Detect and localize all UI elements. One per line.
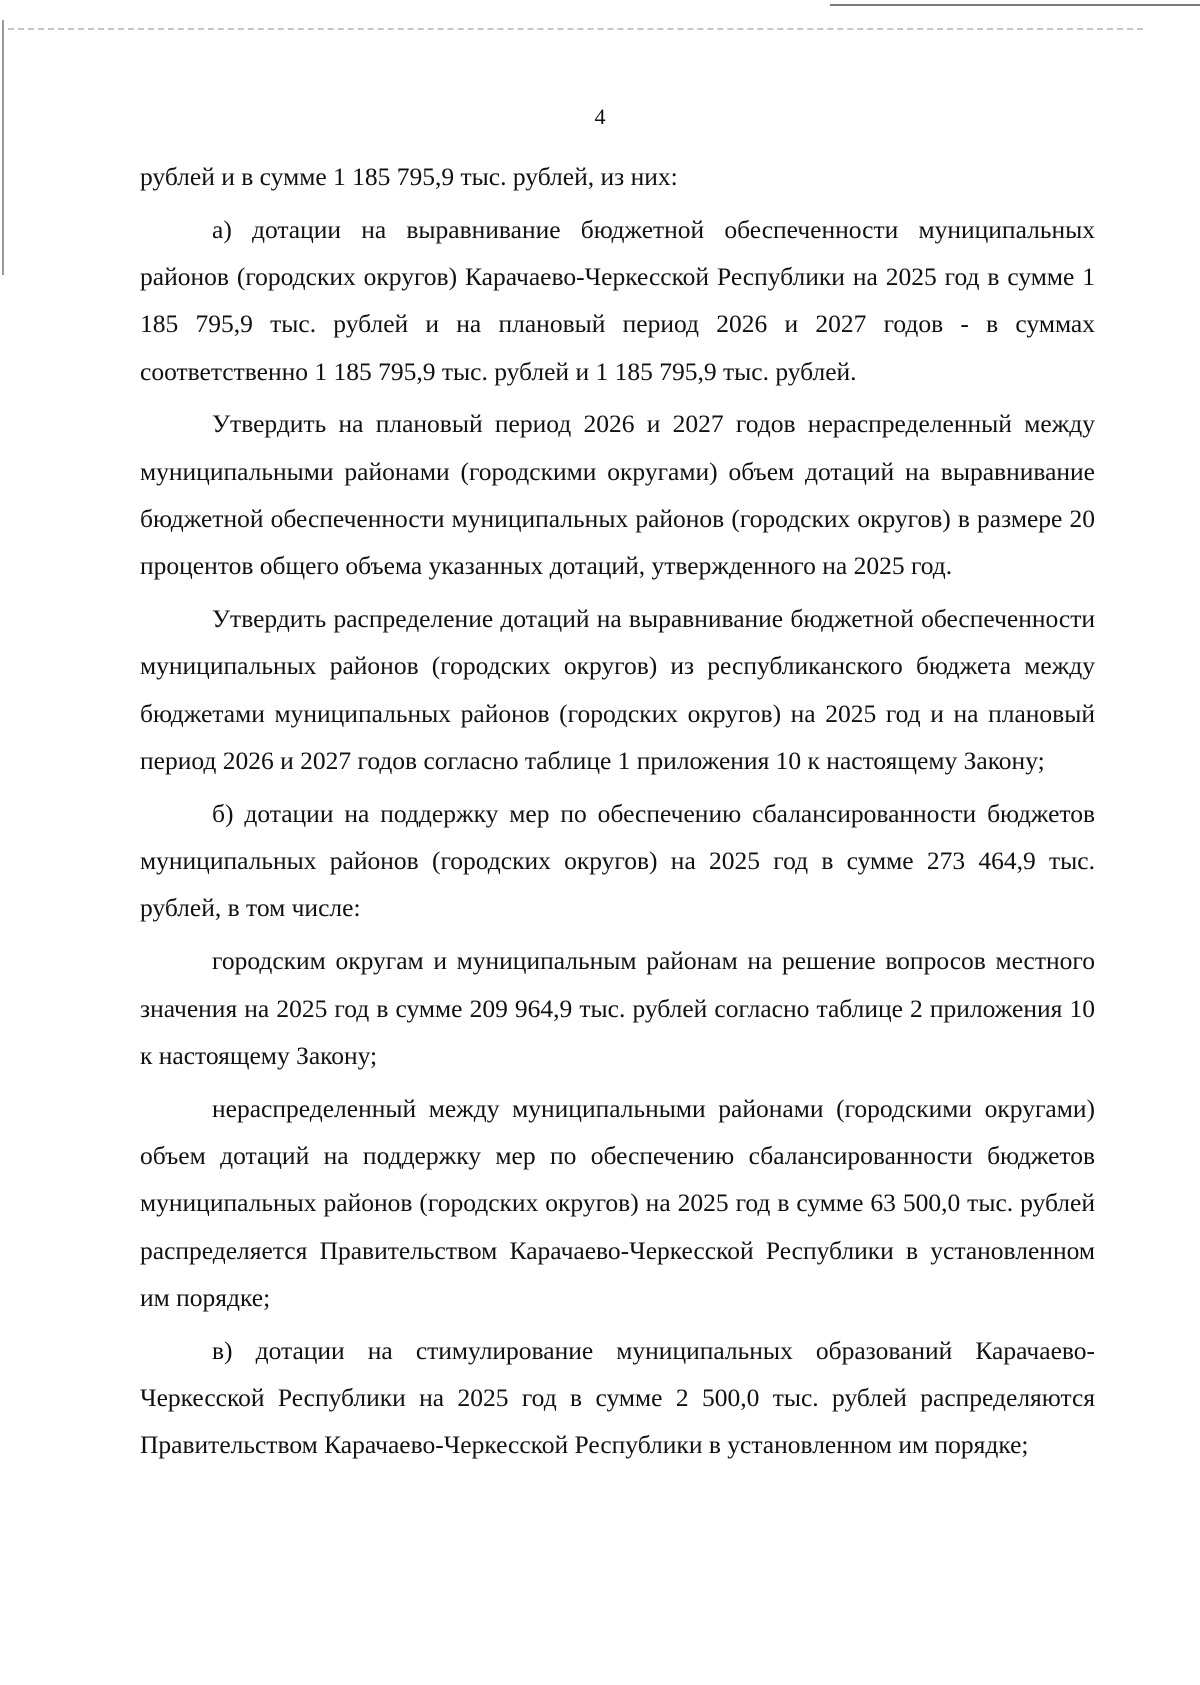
paragraph-approve-undistributed: Утвердить на плановый период 2026 и 2027 годов нераспределенный между муниципальными районами (городскими округами) объем дотаций на выравнивание бюджетной обеспеченности муниципальных районов (городских округов) в размере 20 процентов общего объема указанных дотаций, утвержденного на 2025 год. xyxy=(140,409,1095,581)
paragraph-undistributed-balance: нераспределенный между муниципальными районами (городскими округами) объем дотаций на поддержку мер по обеспечению сбалансированности бюджетов муниципальных районов (городских округов) на 2025 год в сумме 63 500,0 тыс. рублей распределяется Правительством Карачаево-Черкесской Республики в установленном им порядке; xyxy=(140,1093,1095,1312)
paragraph-subitem-c: в) дотации на стимулирование муниципальных образований Карачаево-Черкесской Республики на 2025 год в сумме 2 500,0 тыс. рублей распределяются Правительством Карачаево-Черкесской Республики в установленном им порядке; xyxy=(140,1335,1095,1460)
document-body xyxy=(140,153,1095,1474)
page-number: 4 xyxy=(594,104,606,129)
paragraph-subitem-b: б) дотации на поддержку мер по обеспечению сбалансированности бюджетов муниципальных районов (городских округов) на 2025 год в сумме 273 464,9 тыс. рублей, в том числе: xyxy=(140,798,1095,923)
scan-edge-top xyxy=(8,28,1143,30)
scan-edge-top-solid xyxy=(830,4,1200,6)
scan-edge-left xyxy=(2,20,4,275)
paragraph-continuation: рублей и в сумме 1 185 795,9 тыс. рублей, из них: xyxy=(140,162,678,191)
paragraph-local-issues: городским округам и муниципальным районам на решение вопросов местного значения на 2025 год в сумме 209 964,9 тыс. рублей согласно таблице 2 приложения 10 к настоящему Закону; xyxy=(140,946,1095,1070)
paragraph-approve-distribution: Утвердить распределение дотаций на выравнивание бюджетной обеспеченности муниципальных районов (городских округов) из республиканского бюджета между бюджетами муниципальных районов (городских округов) на 2025 год и на плановый период 2026 и 2027 годов согласно таблице 1 приложения 10 к настоящему Закону; xyxy=(140,604,1095,776)
paragraph-subitem-a: а) дотации на выравнивание бюджетной обеспеченности муниципальных районов (городских округов) Карачаево-Черкесской Республики на 2025 год в сумме 1 185 795,9 тыс. рублей и на плановый период 2026 и 2027 годов - в суммах соответственно 1 185 795,9 тыс. рублей и 1 185 795,9 тыс. рублей. xyxy=(140,214,1095,386)
